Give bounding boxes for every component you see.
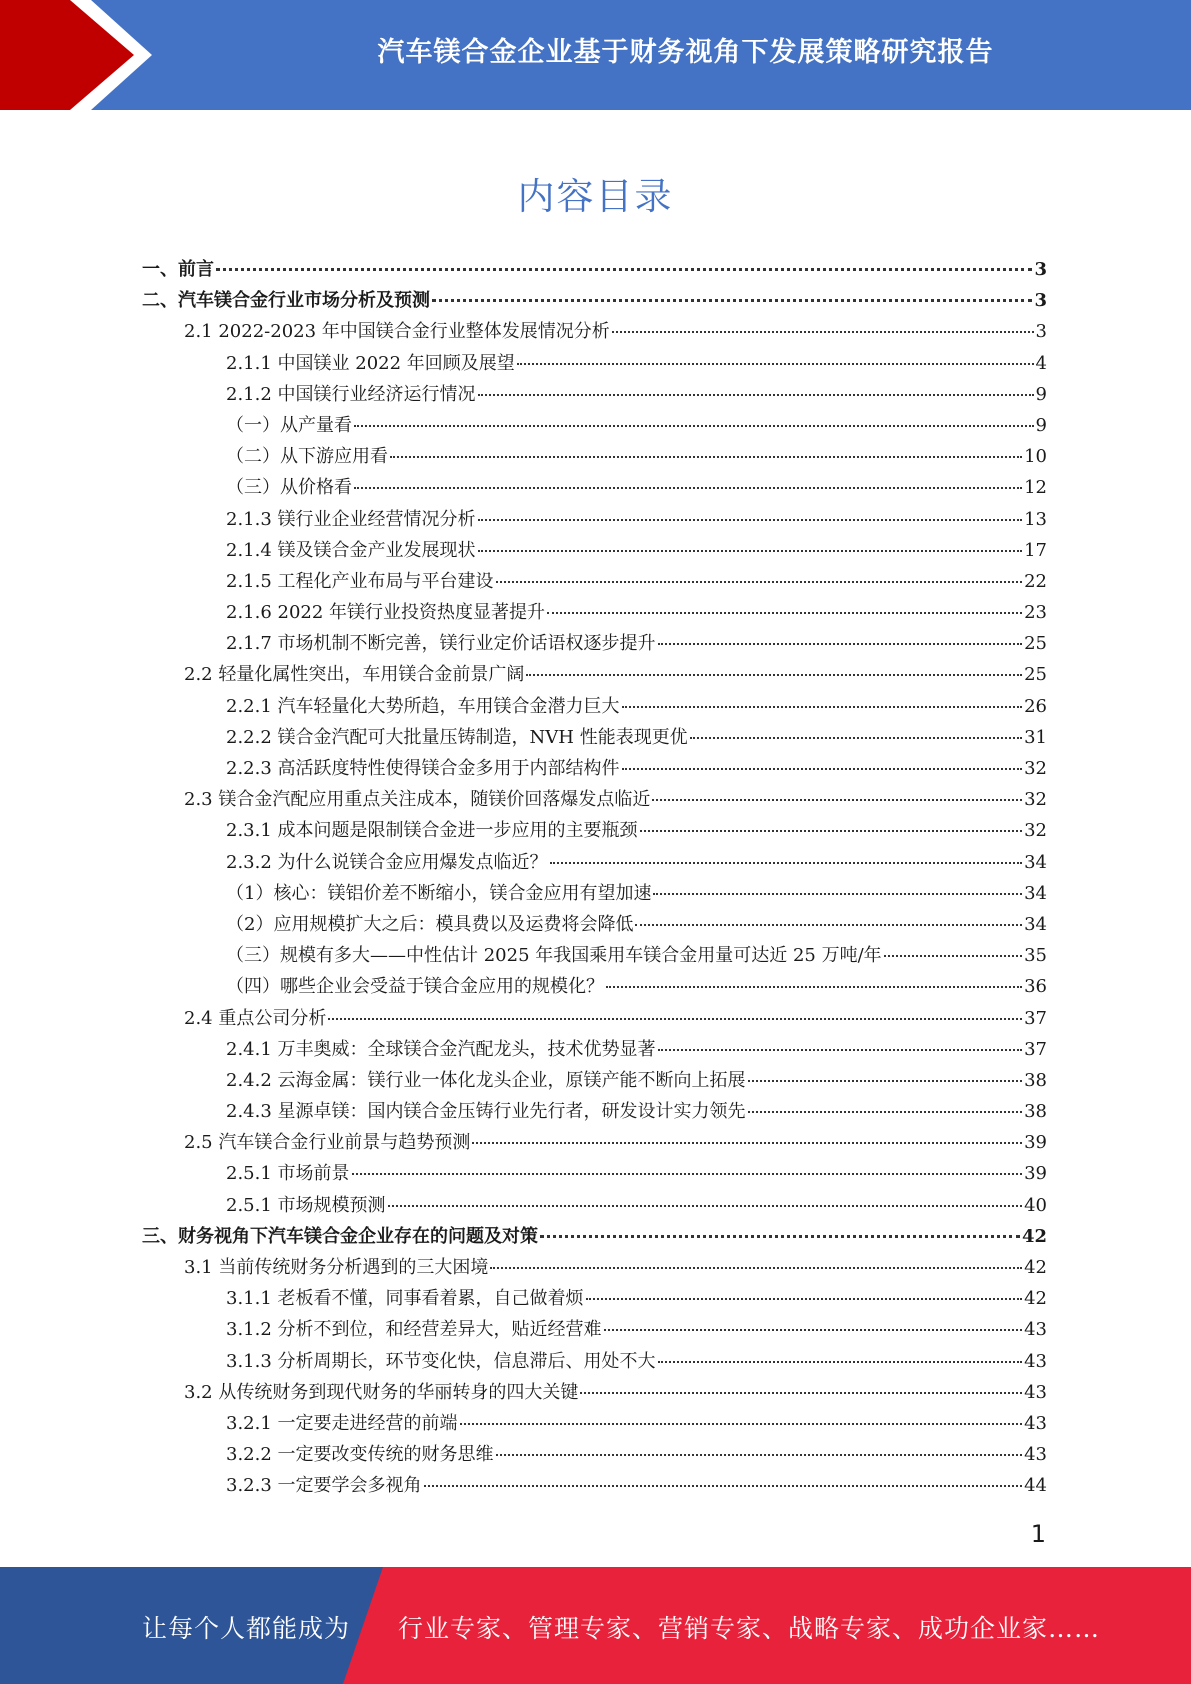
- toc-entry-page: 43: [1024, 1319, 1047, 1341]
- toc-entry-page: 38: [1024, 1069, 1047, 1091]
- toc-entry[interactable]: [142, 1222, 1047, 1253]
- toc-entry-page: 32: [1024, 820, 1047, 842]
- toc-entry-title: 2.5 汽车镁合金行业前景与趋势预测: [184, 1132, 471, 1154]
- toc-dot-leader: [884, 955, 1022, 957]
- toc-entry-title: 3.2.2 一定要改变传统的财务思维: [226, 1444, 494, 1466]
- toc-dot-leader: [432, 299, 1032, 302]
- toc-dot-leader: [612, 331, 1034, 333]
- toc-entry[interactable]: [142, 785, 1047, 816]
- toc-entry-title: 2.4.1 万丰奥威：全球镁合金汽配龙头，技术优势显著: [226, 1038, 656, 1060]
- toc-entry-page: 34: [1024, 851, 1047, 873]
- toc-entry-page: 36: [1024, 976, 1047, 998]
- toc-entry-page: 43: [1024, 1381, 1047, 1403]
- footer-slogan-left: 让每个人都能成为: [142, 1614, 351, 1643]
- toc-entry-page: 4: [1035, 352, 1047, 374]
- toc-entry[interactable]: [142, 1191, 1047, 1222]
- toc-entry[interactable]: [142, 723, 1047, 754]
- toc-dot-leader: [658, 1049, 1023, 1051]
- page-footer: [0, 1567, 1191, 1684]
- toc-entry[interactable]: [142, 473, 1047, 504]
- toc-entry-title: （三）规模有多大——中性估计 2025 年我国乘用车镁合金用量可达近 25 万吨/年: [226, 945, 882, 967]
- toc-dot-leader: [606, 986, 1022, 988]
- toc-entry[interactable]: [142, 380, 1047, 411]
- toc-entry[interactable]: [142, 1284, 1047, 1315]
- toc-entry-page: 34: [1024, 882, 1047, 904]
- toc-entry-page: 23: [1024, 602, 1047, 624]
- toc-entry[interactable]: [142, 1097, 1047, 1128]
- toc-entry[interactable]: [142, 816, 1047, 847]
- page-header: [0, 0, 1191, 110]
- toc-dot-leader: [517, 363, 1034, 365]
- toc-entry-page: 9: [1035, 414, 1047, 436]
- toc-entry-page: 9: [1035, 383, 1047, 405]
- toc-entry-page: 42: [1024, 1288, 1047, 1310]
- toc-entry-title: 3.2.3 一定要学会多视角: [226, 1475, 422, 1497]
- toc-dot-leader: [586, 1298, 1023, 1300]
- header-arrow-icon: [0, 0, 134, 110]
- toc-dot-leader: [622, 706, 1023, 708]
- toc-entry[interactable]: [142, 972, 1047, 1003]
- toc-entry-page: 3: [1034, 259, 1047, 280]
- toc-entry-title: 3.1.3 分析周期长，环节变化快，信息滞后、用处不大: [226, 1350, 656, 1372]
- toc-entry[interactable]: [142, 505, 1047, 536]
- toc-entry-title: （四）哪些企业会受益于镁合金应用的规模化？: [226, 976, 604, 998]
- toc-heading: 内容目录: [517, 175, 674, 218]
- toc-entry-title: 2.1.4 镁及镁合金产业发展现状: [226, 539, 476, 561]
- toc-entry-page: 25: [1024, 633, 1047, 655]
- toc-dot-leader: [354, 425, 1034, 427]
- toc-entry-page: 13: [1024, 508, 1047, 530]
- toc-dot-leader: [496, 581, 1023, 583]
- toc-entry[interactable]: [142, 754, 1047, 785]
- toc-entry-title: 3.2 从传统财务到现代财务的华丽转身的四大关键: [184, 1381, 579, 1403]
- toc-entry-page: 26: [1024, 695, 1047, 717]
- toc-entry-page: 3: [1034, 290, 1047, 312]
- toc-entry-title: （1）核心：镁铝价差不断缩小，镁合金应用有望加速: [226, 882, 652, 904]
- toc-entry-title: 2.5.1 市场规模预测: [226, 1194, 386, 1216]
- toc-entry[interactable]: [142, 941, 1047, 972]
- toc-dot-leader: [622, 768, 1023, 770]
- toc-dot-leader: [388, 1205, 1023, 1207]
- toc-entry-title: 2.1.5 工程化产业布局与平台建设: [226, 570, 494, 592]
- toc-entry[interactable]: [142, 598, 1047, 629]
- toc-entry-page: 17: [1024, 539, 1047, 561]
- toc-entry[interactable]: [142, 848, 1047, 879]
- toc-dot-leader: [460, 1423, 1023, 1425]
- toc-entry-title: 2.2 轻量化属性突出，车用镁合金前景广阔: [184, 664, 525, 686]
- toc-dot-leader: [540, 1235, 1020, 1238]
- toc-entry-page: 34: [1024, 913, 1047, 935]
- toc-entry[interactable]: [142, 1440, 1047, 1471]
- toc-entry[interactable]: [142, 1471, 1047, 1502]
- toc-dot-leader: [604, 1329, 1023, 1331]
- toc-dot-leader: [216, 268, 1032, 271]
- toc-entry-title: 2.1.3 镁行业企业经营情况分析: [226, 508, 476, 530]
- toc-entry[interactable]: [142, 1378, 1047, 1409]
- toc-entry-page: 42: [1021, 1225, 1047, 1247]
- toc-entry[interactable]: [142, 1409, 1047, 1440]
- toc-entry-page: 43: [1024, 1350, 1047, 1372]
- toc-entry-title: （2）应用规模扩大之后：模具费以及运费将会降低: [226, 913, 634, 935]
- toc-entry-title: 2.3.1 成本问题是限制镁合金进一步应用的主要瓶颈: [226, 820, 638, 842]
- toc-entry-page: 39: [1024, 1163, 1047, 1185]
- toc-entry-title: 3.2.1 一定要走进经营的前端: [226, 1412, 458, 1434]
- toc-entry[interactable]: [142, 1315, 1047, 1346]
- toc-entry[interactable]: [142, 910, 1047, 941]
- toc-dot-leader: [478, 550, 1023, 552]
- toc-entry-title: 三、财务视角下汽车镁合金企业存在的问题及对策: [142, 1225, 538, 1247]
- toc-dot-leader: [550, 862, 1023, 864]
- toc-entry-title: 2.1 2022-2023 年中国镁合金行业整体发展情况分析: [184, 321, 610, 343]
- toc-entry-title: 2.4.3 星源卓镁：国内镁合金压铸行业先行者，研发设计实力领先: [226, 1101, 746, 1123]
- toc-dot-leader: [580, 1392, 1022, 1394]
- toc-entry-title: 2.4.2 云海金属：镁行业一体化龙头企业，原镁产能不断向上拓展: [226, 1069, 746, 1091]
- toc-entry-title: 2.5.1 市场前景: [226, 1163, 350, 1185]
- toc-entry-page: 44: [1024, 1475, 1047, 1497]
- toc-entry-title: 3.1.1 老板看不懂，同事看着累，自己做着烦: [226, 1288, 584, 1310]
- toc-entry-title: 2.1.6 2022 年镁行业投资热度显著提升: [226, 602, 546, 624]
- toc-entry-page: 32: [1024, 758, 1047, 779]
- toc-entry[interactable]: [142, 255, 1047, 286]
- toc-entry[interactable]: [142, 442, 1047, 473]
- toc-entry-page: 42: [1024, 1257, 1047, 1278]
- toc-entry[interactable]: [142, 286, 1047, 317]
- toc-entry-title: （二）从下游应用看: [226, 446, 388, 468]
- toc-entry-page: 12: [1024, 477, 1047, 499]
- toc-entry-title: （三）从价格看: [226, 477, 352, 499]
- toc-entry-page: 38: [1024, 1101, 1047, 1123]
- toc-dot-leader: [652, 799, 1022, 801]
- toc-dot-leader: [653, 893, 1022, 895]
- toc-entry-title: 2.3 镁合金汽配应用重点关注成本，随镁价回落爆发点临近: [184, 789, 651, 811]
- toc-entry-page: 39: [1024, 1132, 1047, 1154]
- toc-entry-title: 2.3.2 为什么说镁合金应用爆发点临近？: [226, 851, 548, 873]
- toc-entry[interactable]: [142, 567, 1047, 598]
- toc-dot-leader: [496, 1454, 1023, 1456]
- toc-dot-leader: [748, 1111, 1023, 1113]
- toc-entry-page: 31: [1024, 726, 1047, 748]
- toc-dot-leader: [424, 1485, 1023, 1487]
- toc-dot-leader: [690, 737, 1022, 739]
- toc-entry[interactable]: [142, 317, 1047, 348]
- toc-dot-leader: [390, 456, 1022, 458]
- toc-entry-title: （一）从产量看: [226, 414, 352, 436]
- toc-entry-page: 32: [1024, 789, 1047, 811]
- toc-entry-title: 3.1 当前传统财务分析遇到的三大困境: [184, 1257, 489, 1278]
- toc-entry-title: 二、汽车镁合金行业市场分析及预测: [142, 290, 430, 312]
- toc-entry-title: 2.1.1 中国镁业 2022 年回顾及展望: [226, 352, 515, 374]
- toc-entry-page: 25: [1024, 664, 1047, 686]
- toc-entry-page: 43: [1024, 1444, 1047, 1466]
- toc-entry-page: 35: [1024, 945, 1047, 967]
- toc-entry[interactable]: [142, 1347, 1047, 1378]
- toc-dot-leader: [472, 1142, 1022, 1144]
- toc-entry-title: 2.1.7 市场机制不断完善，镁行业定价话语权逐步提升: [226, 633, 656, 655]
- toc-entry[interactable]: [142, 1035, 1047, 1066]
- toc-entry-page: 22: [1024, 570, 1047, 592]
- footer-slogan-right: 行业专家、管理专家、营销专家、战略专家、成功企业家……: [398, 1614, 1101, 1643]
- toc-entry-page: 10: [1024, 446, 1047, 468]
- toc-dot-leader: [478, 519, 1023, 521]
- toc-entry[interactable]: [142, 629, 1047, 660]
- toc-entry-title: 一、前言: [142, 259, 214, 280]
- toc-entry-title: 3.1.2 分析不到位，和经营差异大，贴近经营难: [226, 1319, 602, 1341]
- toc-dot-leader: [658, 1361, 1023, 1363]
- toc-dot-leader: [526, 674, 1022, 676]
- toc-entry-page: 3: [1035, 321, 1047, 343]
- toc-entry[interactable]: [142, 349, 1047, 380]
- toc-entry[interactable]: [142, 536, 1047, 567]
- toc-dot-leader: [328, 1018, 1022, 1020]
- toc-entry[interactable]: [142, 692, 1047, 723]
- toc-dot-leader: [352, 1173, 1023, 1175]
- toc-entry[interactable]: [142, 411, 1047, 442]
- toc-dot-leader: [635, 924, 1022, 926]
- report-title: 汽车镁合金企业基于财务视角下发展策略研究报告: [377, 37, 994, 68]
- toc-entry-title: 2.1.2 中国镁行业经济运行情况: [226, 383, 476, 405]
- toc-entry[interactable]: [142, 879, 1047, 910]
- toc-dot-leader: [547, 612, 1022, 614]
- toc-entry-page: 43: [1024, 1412, 1047, 1434]
- toc-entry[interactable]: [142, 1159, 1047, 1190]
- toc-entry[interactable]: [142, 1066, 1047, 1097]
- toc-entry-title: 2.2.3 高活跃度特性使得镁合金多用于内部结构件: [226, 758, 620, 779]
- toc-dot-leader: [478, 394, 1034, 396]
- toc-entry-page: 40: [1024, 1194, 1047, 1216]
- table-of-contents: [142, 255, 1047, 1503]
- toc-dot-leader: [748, 1080, 1023, 1082]
- toc-entry[interactable]: [142, 1128, 1047, 1159]
- toc-dot-leader: [354, 487, 1022, 489]
- toc-entry[interactable]: [142, 1004, 1047, 1035]
- toc-entry[interactable]: [142, 1253, 1047, 1284]
- toc-entry-title: 2.2.1 汽车轻量化大势所趋，车用镁合金潜力巨大: [226, 695, 620, 717]
- toc-entry-title: 2.4 重点公司分析: [184, 1007, 327, 1029]
- toc-entry-page: 37: [1024, 1007, 1047, 1029]
- toc-dot-leader: [640, 830, 1023, 832]
- toc-entry-title: 2.2.2 镁合金汽配可大批量压铸制造，NVH 性能表现更优: [226, 726, 688, 748]
- toc-entry-page: 37: [1024, 1038, 1047, 1060]
- toc-dot-leader: [658, 643, 1023, 645]
- toc-entry[interactable]: [142, 660, 1047, 691]
- page-number: 1: [1030, 1520, 1046, 1548]
- toc-dot-leader: [490, 1267, 1022, 1269]
